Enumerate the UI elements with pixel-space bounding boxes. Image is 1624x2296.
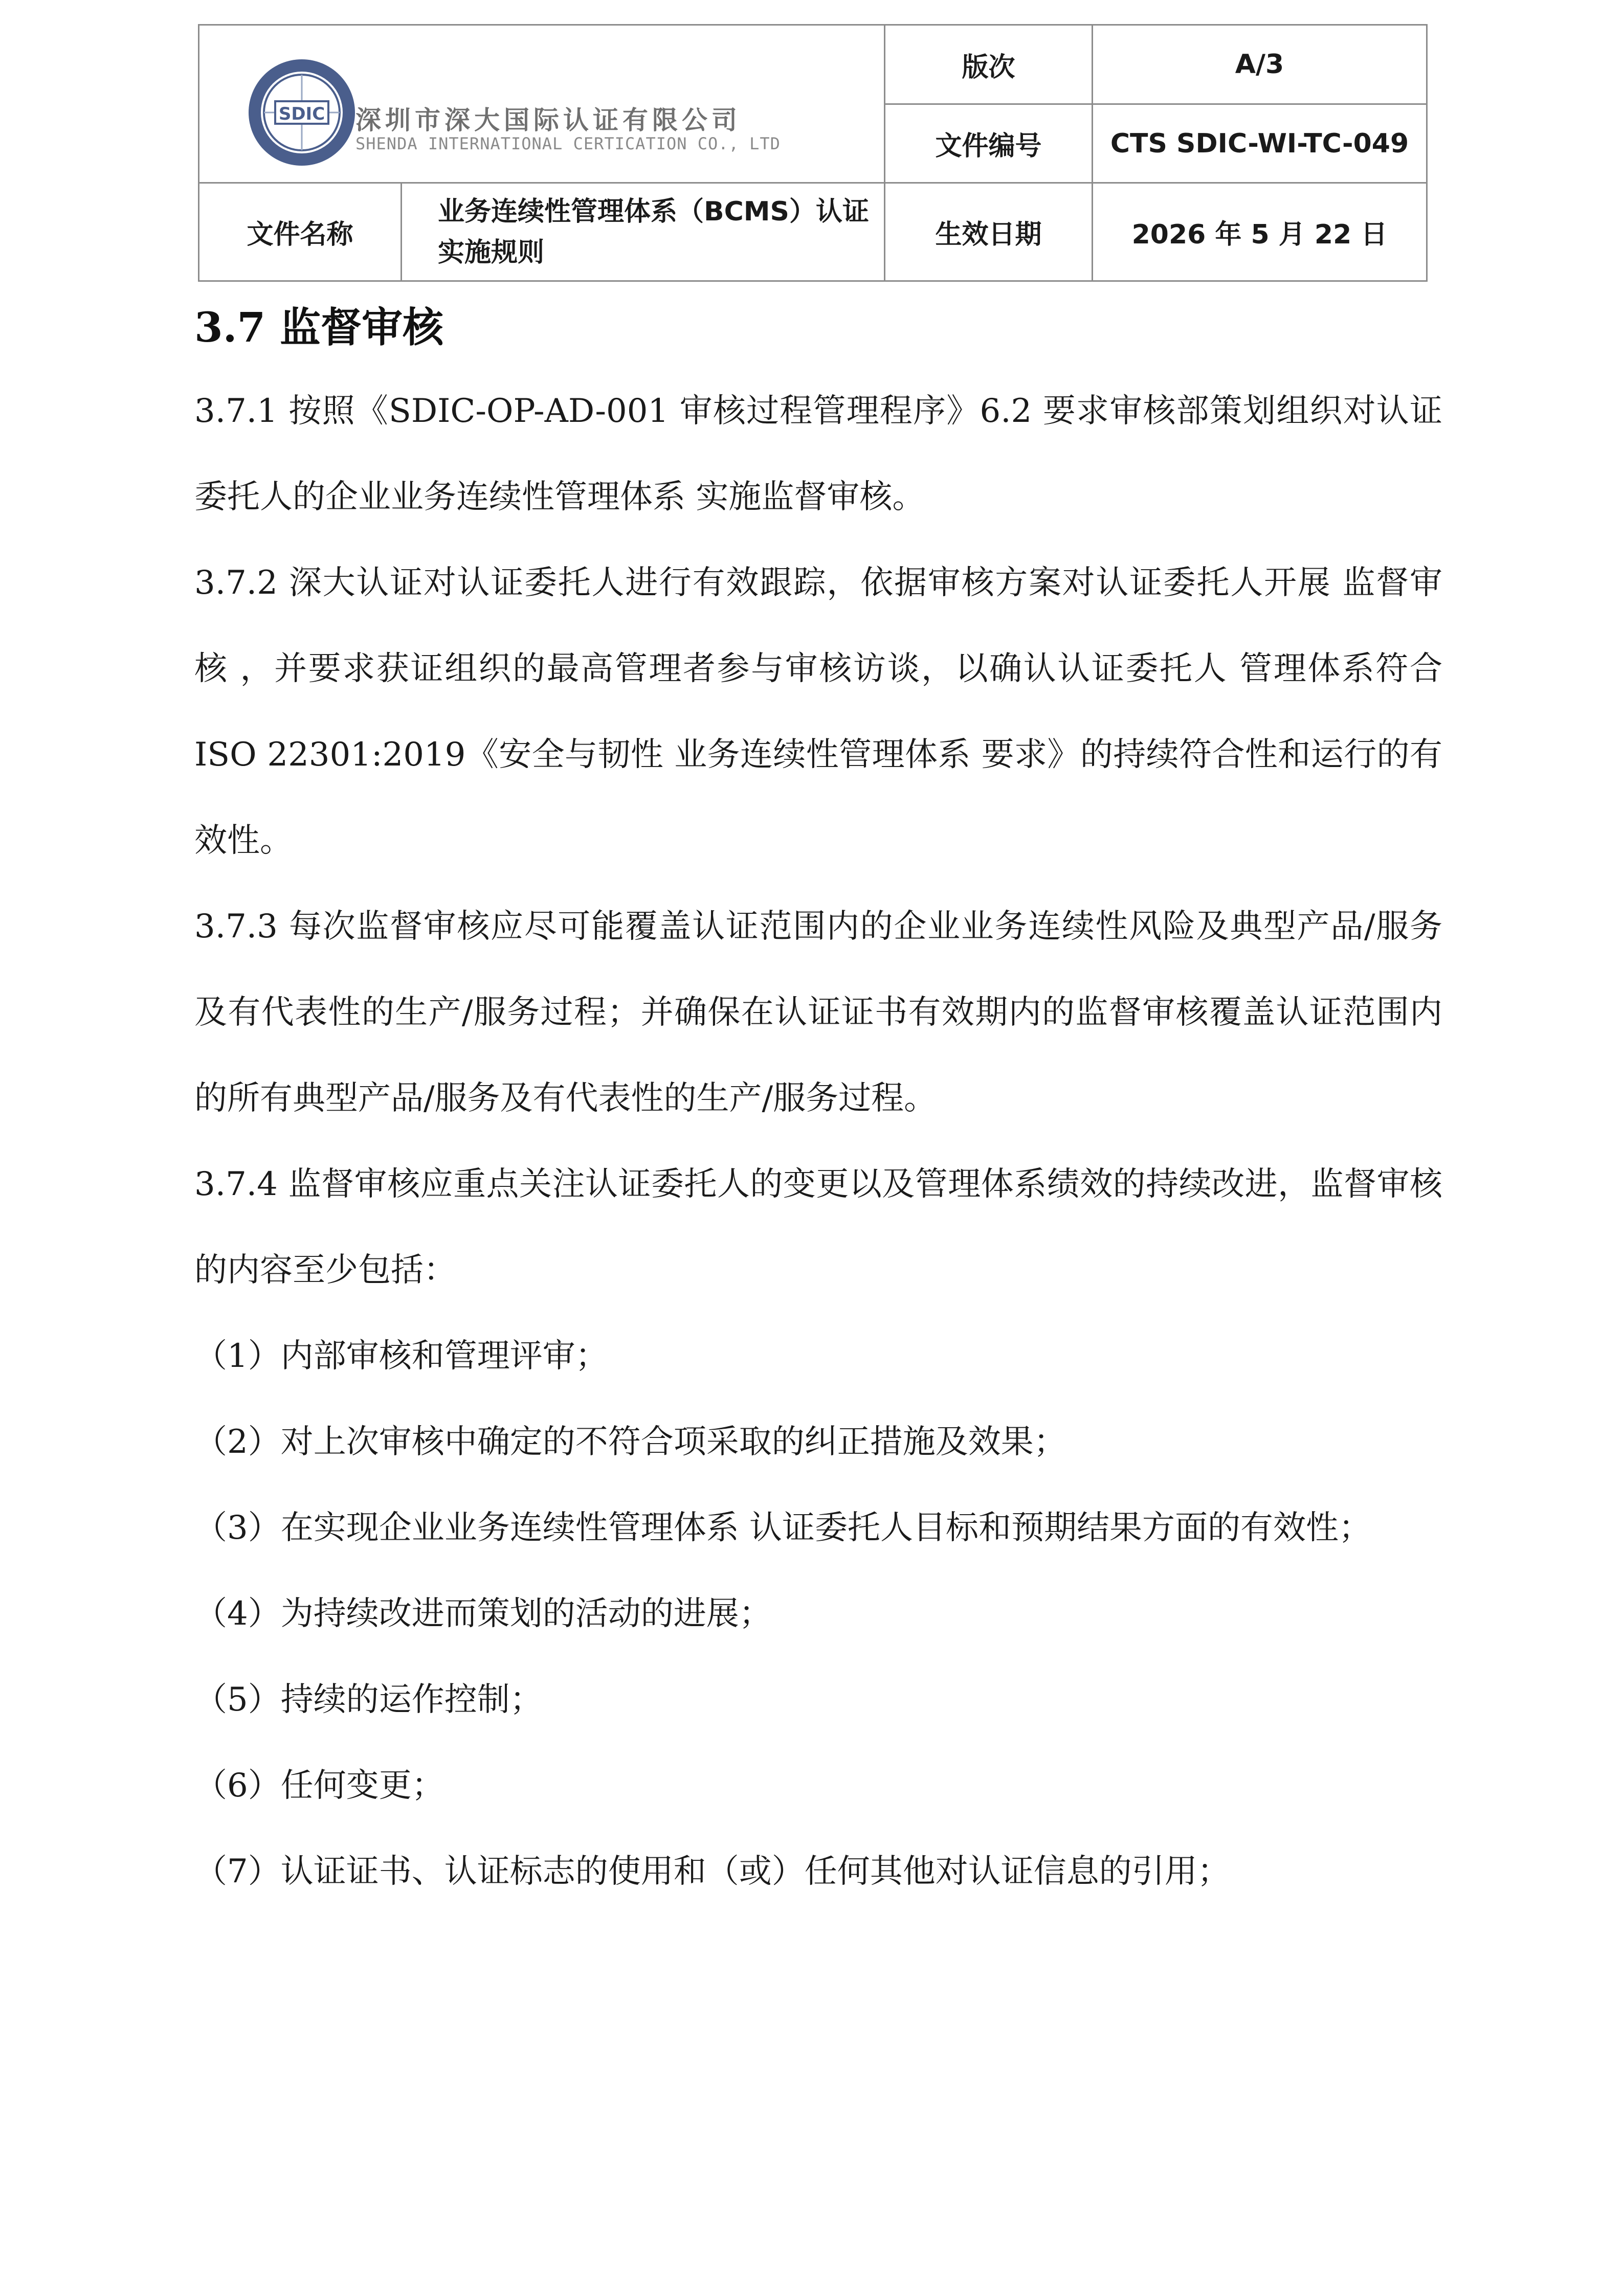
paragraph-3-7-3: 3.7.3 每次监督审核应尽可能覆盖认证范围内的企业业务连续性风险及典型产品/服务及有代表性的生产/服务过程；并确保在认证证书有效期内的监督审核覆盖认证范围内的所有典型产品/服务及有代表性的生产/服务过程。 [194,908,1442,1117]
list-item-1: （1）内部审核和管理评审； [194,1337,608,1375]
section-title: 3.7 监督审核 [194,303,444,351]
paragraph-3-7-2: 3.7.2 深大认证对认证委托人进行有效跟踪，依据审核方案对认证委托人开展 监督审核 ，并要求获证组织的最高管理者参与审核访谈，以确认认证委托人 管理体系符合 ISO 22301:2019《安全与韧性 业务连续性管理体系 要求》的持续符合性和运行的有效性。 [194,564,1442,860]
list-item-7: （7）认证证书、认证标志的使用和（或）任何其他对认证信息的引用； [194,1853,1230,1890]
paragraph-3-7-4: 3.7.4 监督审核应重点关注认证委托人的变更以及管理体系绩效的持续改进，监督审核的内容至少包括： [194,1165,1442,1289]
version-value: A/3 [1235,49,1284,80]
doc-name-value: 业务连续性管理体系（BCMS）认证实施规则 [438,196,869,268]
document-header-table [198,24,1428,282]
list-item-5: （5）持续的运作控制； [194,1681,543,1719]
effective-date-label: 生效日期 [935,219,1042,250]
doc-number-value: CTS SDIC-WI-TC-049 [1110,128,1409,159]
company-seal-icon [246,56,358,169]
doc-name-label: 文件名称 [247,219,353,250]
company-name-en: SHENDA INTERNATIONAL CERTICATION CO., LTD [355,134,781,153]
svg-text:SDIC: SDIC [278,104,325,124]
version-label: 版次 [962,52,1015,83]
list-item-2: （2）对上次审核中确定的不符合项采取的纠正措施及效果； [194,1423,1066,1461]
list-item-6: （6）任何变更； [194,1767,444,1805]
list-item-4: （4）为持续改进而策划的活动的进展； [194,1595,772,1633]
company-logo [246,54,808,171]
doc-number-label: 文件编号 [935,131,1042,162]
effective-date-value: 2026 年 5 月 22 日 [1131,219,1388,250]
company-name-cn: 深圳市深大国际认证有限公司 [355,105,741,135]
list-item-3: （3）在实现企业业务连续性管理体系 认证委托人目标和预期结果方面的有效性； [194,1509,1372,1547]
paragraph-3-7-1: 3.7.1 按照《SDIC-OP-AD-001 审核过程管理程序》6.2 要求审核部策划组织对认证委托人的企业业务连续性管理体系 实施监督审核。 [194,392,1442,516]
document-body [194,286,1442,1915]
